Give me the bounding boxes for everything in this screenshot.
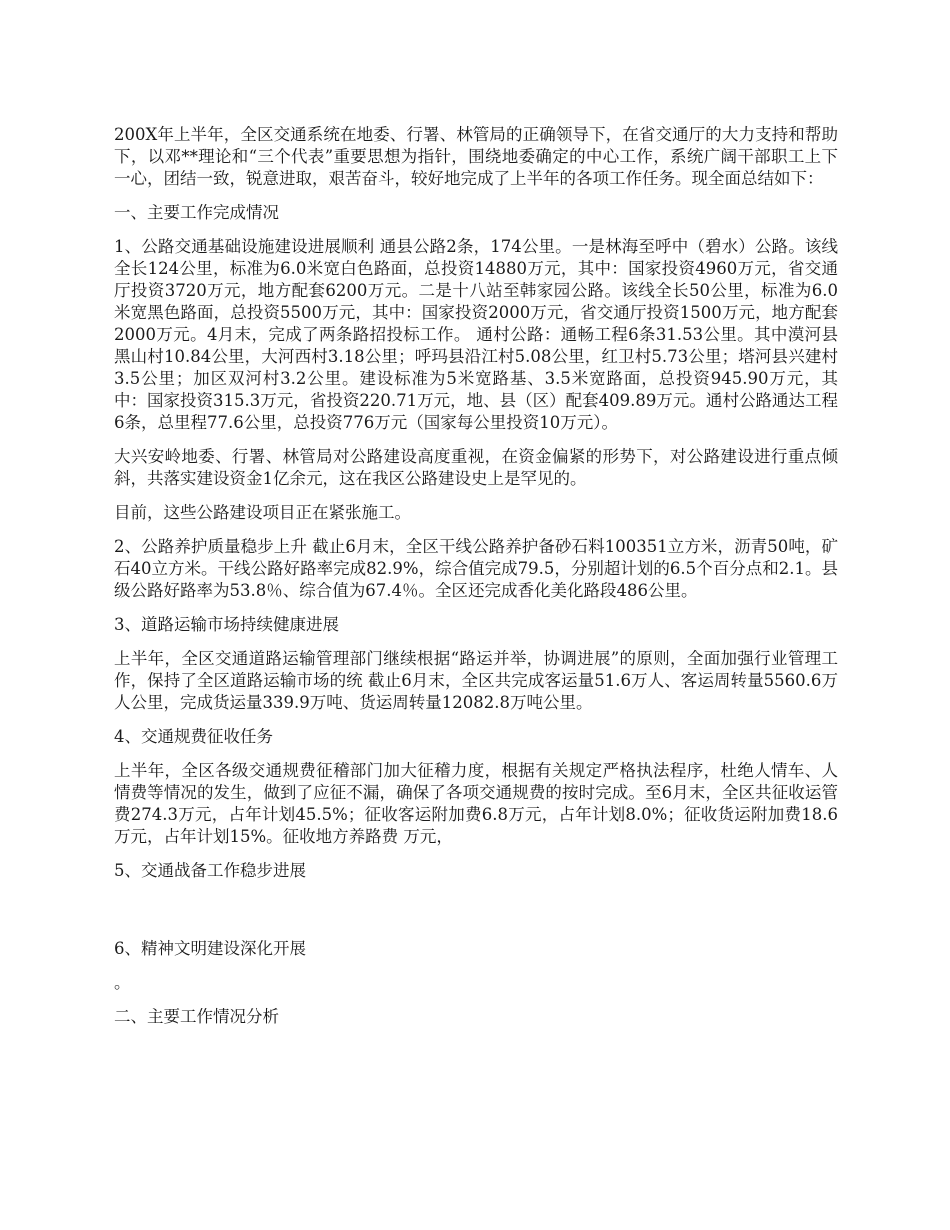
subheading-spiritual-civilization: 6、精神文明建设深化开展 xyxy=(114,939,306,958)
section-heading-main-work: 一、主要工作完成情况 xyxy=(114,203,279,222)
intro-paragraph: 200X年上半年，全区交通系统在地委、行署、林管局的正确领导下，在省交通厅的大力支持和帮助下，以邓**理论和“三个代表”重要思想为指针，围绕地委确定的中心工作，系统广阔干部职工上下一心，团结一致，锐意进取，艰苦奋斗，较好地完成了上半年的各项工作任务。现全面总结如下： xyxy=(114,125,838,188)
subheading-fee-collection: 4、交通规费征收任务 xyxy=(114,727,273,746)
paragraph-road-investment: 大兴安岭地委、行署、林管局对公路建设高度重视，在资金偏紧的形势下，对公路建设进行重点倾斜，共落实建设资金1亿余元，这在我区公路建设史上是罕见的。 xyxy=(114,447,838,488)
subheading-war-preparedness: 5、交通战备工作稳步进展 xyxy=(114,861,306,880)
paragraph-transport-market: 上半年，全区交通道路运输管理部门继续根据“路运并举，协调进展”的原则，全面加强行业管理工作，保持了全区道路运输市场的统 截止6月末，全区共完成客运量51.6万人、客运周转量5560.6万人公里，完成货运量339.9万吨、货运周转量12082.8万吨公里。 xyxy=(114,649,838,712)
paragraph-fee-collection: 上半年，全区各级交通规费征稽部门加大征稽力度，根据有关规定严格执法程序，杜绝人情车、人情费等情况的发生，做到了应征不漏，确保了各项交通规费的按时完成。至6月末，全区共征收运管费274.3万元，占年计划45.5%；征收客运附加费6.8万元，占年计划8.0%；征收货运附加费18.6万元，占年计划15%。征收地方养路费 万元， xyxy=(114,761,838,846)
subheading-transport-market: 3、道路运输市场持续健康进展 xyxy=(114,615,339,634)
paragraph-road-maintenance: 2、公路养护质量稳步上升 截止6月末，全区干线公路养护备砂石料100351立方米，沥青50吨，矿石40立方米。干线公路好路率完成82.9%，综合值完成79.5，分别超计划的6.5个百分点和2.1。县级公路好路率为53.8％、综合值为67.4％。全区还完成香化美化路段486公里。 xyxy=(114,537,838,600)
paragraph-construction-status: 目前，这些公路建设项目正在紧张施工。 xyxy=(114,503,411,522)
paragraph-road-infrastructure: 1、公路交通基础设施建设进展顺利 通县公路2条，174公里。一是林海至呼中（碧水）公路。该线全长124公里，标准为6.0米宽白色路面，总投资14880万元，其中：国家投资4960万元，省交通厅投资3720万元，地方配套6200万元。二是十八站至韩家园公路。该线全长50公里，标准为6.0米宽黑色路面，总投资5500万元，其中：国家投资2000万元，省交通厅投资1500万元，地方配套2000万元。4月末，完成了两条路招投标工作。 通村公路：通畅工程6条31.53公里。其中漠河县黑山村10.84公里，大河西村3.18公里；呼玛县沿江村5.08公里，红卫村5.73公里；塔河县兴建村3.5公里；加区双河村3.2公里。建设标准为5米宽路基、3.5米宽路面，总投资945.90万元，其中：国家投资315.3万元，省投资220.71万元，地、县（区）配套409.89万元。通村公路通达工程6条，总里程77.6公里，总投资776万元（国家每公里投资10万元）。 xyxy=(114,237,838,432)
document-body xyxy=(114,124,838,1040)
section-heading-analysis: 二、主要工作情况分析 xyxy=(114,1007,279,1026)
paragraph-period: 。 xyxy=(114,973,131,992)
